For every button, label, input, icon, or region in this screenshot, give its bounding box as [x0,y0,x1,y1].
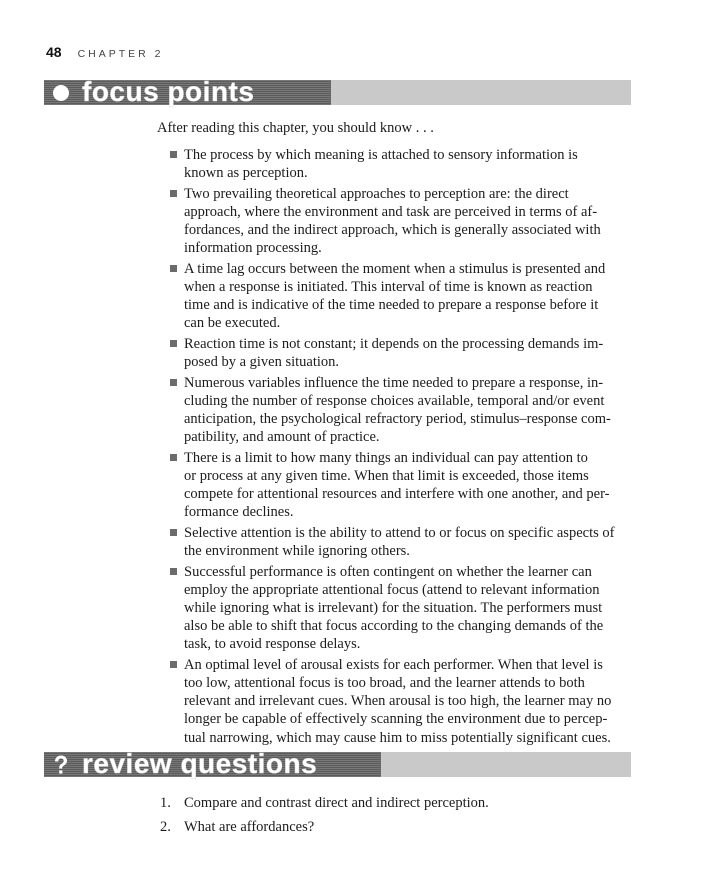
square-bullet-icon [170,661,177,668]
review-questions-banner [44,748,631,779]
focus-point-line: Two prevailing theoretical approaches to perception are: the direct [184,185,569,202]
question-mark-icon [48,754,74,775]
focus-point-line: also be able to shift that focus according to the changing demands of the [184,618,604,635]
focus-point-line: An optimal level of arousal exists for each performer. When that level is [184,656,603,673]
focus-point-item [170,374,626,447]
focus-point-line: too low, attentional focus is too broad, and the learner attends to both [184,675,585,692]
focus-point-line: Successful performance is often contingent on whether the learner can [184,563,592,580]
review-question-item [160,794,489,812]
focus-point-line: the environment while ignoring others. [184,543,410,560]
focus-point-line: Reaction time is not constant; it depends on the processing demands im- [184,335,604,352]
focus-point-line: A time lag occurs between the moment when a stimulus is presented and [184,260,606,277]
focus-point-line: or process at any given time. When that limit is exceeded, those items [184,467,589,484]
focus-point-line: Numerous variables influence the time needed to prepare a response, in- [184,374,604,391]
focus-point-line: There is a limit to how many things an individual can pay attention to [184,449,588,466]
focus-point-item [170,260,626,333]
focus-intro: After reading this chapter, you should know . . . [157,120,434,136]
focus-point-item [170,146,626,182]
focus-point-line: time and is indicative of the time needed to prepare a response before it [184,297,599,314]
focus-point-line: compete for attentional resources and interfere with one another, and per- [184,486,610,503]
focus-point-line: task, to avoid response delays. [184,636,361,653]
square-bullet-icon [170,190,177,197]
focus-point-line: tual narrowing, which may cause him to miss potentially significant cues. [184,729,611,746]
focus-point-item [170,656,626,747]
focus-point-item [170,449,626,522]
focus-point-line: known as perception. [184,165,308,182]
focus-points-title: focus points [82,76,255,107]
page-header [46,44,164,62]
focus-point-line: relevant and irrelevant cues. When arousal is too high, the learner may no [184,693,612,710]
focus-point-line: approach, where the environment and task are perceived in terms of af- [184,203,598,220]
square-bullet-icon [170,151,177,158]
focus-point-item [170,335,626,371]
square-bullet-icon [170,529,177,536]
chapter-label: CHAPTER 2 [77,48,164,60]
focus-point-line: information processing. [184,240,322,257]
square-bullet-icon [170,265,177,272]
focus-point-item [170,524,626,560]
focus-point-line: fordances, and the indirect approach, which is generally associated with [184,222,601,239]
review-questions-title: review questions [82,748,318,779]
review-question-item [160,818,489,836]
question-text: Compare and contrast direct and indirect perception. [184,795,489,811]
focus-point-line: The process by which meaning is attached to sensory information is [184,147,578,163]
focus-points-banner [44,76,631,107]
focus-point-line: posed by a given situation. [184,354,340,371]
circle-icon [48,82,74,103]
focus-point-line: when a response is initiated. This interval of time is known as reaction [184,279,593,296]
focus-point-line: can be executed. [184,315,281,332]
focus-point-item [170,185,626,258]
review-questions-list [160,794,489,842]
square-bullet-icon [170,379,177,386]
page-number: 48 [46,44,62,60]
focus-points-list [170,146,626,749]
focus-point-line: employ the appropriate attentional focus (attend to relevant information [184,581,600,598]
focus-point-line: longer be capable of effectively scanning the environment due to percep- [184,711,608,728]
square-bullet-icon [170,340,177,347]
square-bullet-icon [170,568,177,575]
focus-point-line: while ignoring what is irrelevant) for the situation. The performers must [184,599,603,616]
question-number: 2. [160,819,171,835]
focus-point-line: cluding the number of response choices available, temporal and/or event [184,392,605,409]
focus-point-line: anticipation, the psychological refractory period, stimulus–response com- [184,411,611,428]
focus-point-line: formance declines. [184,504,294,521]
question-text: What are affordances? [184,819,315,835]
focus-point-line: Selective attention is the ability to attend to or focus on specific aspects of [184,524,615,541]
square-bullet-icon [170,454,177,461]
focus-point-item [170,563,626,654]
question-number: 1. [160,795,171,811]
focus-point-line: patibility, and amount of practice. [184,429,380,446]
